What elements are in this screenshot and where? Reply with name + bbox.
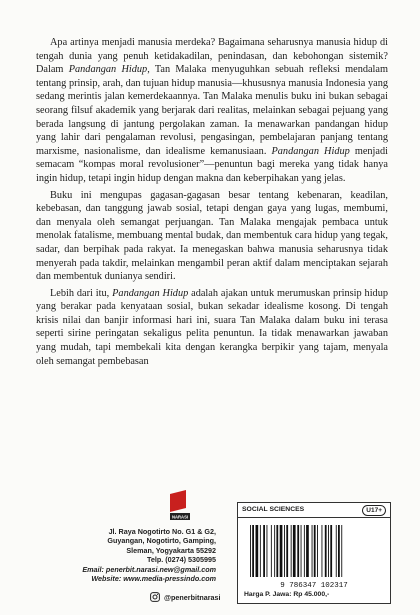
publisher-logo <box>170 490 190 520</box>
barcode-bar <box>293 525 296 577</box>
barcode-bar <box>312 525 313 577</box>
barcode-bar <box>271 525 272 577</box>
barcode-bar <box>297 525 299 577</box>
divider <box>238 517 390 518</box>
barcode-bar <box>276 525 278 577</box>
barcode-bar <box>256 525 259 577</box>
category-label: SOCIAL SCIENCES <box>242 506 305 513</box>
website: Website: www.media-pressindo.com <box>91 574 216 584</box>
price-label: Harga P. Jawa: Rp 45.000,- <box>244 591 330 598</box>
barcode-bar <box>301 525 302 577</box>
barcode-bar <box>260 525 261 577</box>
barcode-bar <box>328 525 329 577</box>
barcode-bar <box>306 525 309 577</box>
blurb-paragraph-1: Apa artinya menjadi manusia merdeka? Bagaimana seharusnya manusia hidup di tengah dunia yang penuh ketidakadilan, penindasan, dan kebohongan sistemik? Dalam Pandangan Hidup, Tan Malaka menyuguhkan sebuah refleksi mendalam tentang prinsip, arah, dan tujuan hidup manusia—khususnya manusia Indonesia yang sedang merintis jalan kemerdekaannya. Tan Malaka menulis buku ini bukan sebagai seorang filsuf akademik yang berjarak dari realitas, melainkan sebagai pejuang yang berada langsung di jantung pergolakan zaman. Ia menawarkan pandangan hidup yang lahir dari pengalaman revolusi, pengasingan, pembelajaran panjang tentang marxisme, nasionalisme, dan idealisme kemanusiaan. Pandangan Hidup menjadi semacam “kompas moral revolusioner”—penuntun bagi mereka yang tidak hanya ingin hidup, tetapi ingin hidup dengan makna dan keberpihakan yang jelas. <box>36 37 388 184</box>
address-line: Sleman, Yogyakarta 55292 <box>126 545 216 555</box>
barcode-bar <box>330 525 332 577</box>
blurb-paragraph-3: Lebih dari itu, Pandangan Hidup adalah ajakan untuk merumuskan prinsip hidup yang berakar pada kenyataan sosial, bukan sekadar idealisme kosong. Di tengah krisis nilai dan banjir informasi hari ini, suara Tan Malaka dalam buku ini terasa seperti sirine peringatan sekaligus pelita penuntun. Ia tidak menawarkan jawaban yang mudah, tapi membekali kita dengan kerangka berpikir yang tajam, menyala oleh semangat pembebasan <box>36 287 388 367</box>
blurb-paragraph-2: Buku ini mengupas gagasan-gagasan besar tentang kebenaran, keadilan, kebebasan, dan tanggung jawab sosial, tetapi dengan gaya yang lugas, membumi, dan menyala oleh semangat perjuangan. Tan Malaka mengajak pembaca untuk menolak fatalisme, membuang mental budak, dan membentuk cara hidup yang tegak, sadar, dan berpihak pada rakyat. Ia menegaskan bahwa manusia seharusnya tidak menyerah pada takdir, melainkan mengambil peran aktif dalam menciptakan sejarah dan membentuk dunianya sendiri. <box>36 189 388 283</box>
book-title-inline: Pandangan Hidup <box>271 145 350 157</box>
isbn-barcode <box>244 523 384 589</box>
social-handle-text: @penerbitnarasi <box>164 592 221 602</box>
instagram-icon <box>150 592 160 602</box>
barcode-bar <box>325 525 327 577</box>
barcode-bar <box>252 525 254 577</box>
address-line: Guyangan, Nogotirto, Gamping, <box>107 536 216 546</box>
barcode-bar <box>304 525 305 577</box>
barcode-box <box>237 502 391 604</box>
address-line: Jl. Raya Nogotirto No. G1 & G2, <box>108 527 216 536</box>
barcode-bar <box>263 525 265 577</box>
barcode-bar <box>286 525 288 577</box>
social-handle <box>150 592 221 602</box>
blurb <box>36 36 388 371</box>
barcode-bar <box>322 525 323 577</box>
publisher-logo-text: NARASI <box>171 514 189 520</box>
book-title-inline: Pandangan Hidup <box>68 64 148 76</box>
barcode-bar <box>291 525 292 577</box>
barcode-bar <box>250 525 251 577</box>
barcode-bar <box>317 525 318 577</box>
age-rating-badge: U17+ <box>362 505 386 516</box>
barcode-bar <box>341 525 342 577</box>
email: Email: penerbit.narasi.new@gmail.com <box>82 564 216 574</box>
barcode-bar <box>284 525 285 577</box>
barcode-bar <box>314 525 316 577</box>
barcode-bar <box>267 525 268 577</box>
barcode-bar <box>274 525 275 577</box>
book-title-inline: Pandangan Hidup <box>112 287 189 299</box>
isbn-digits: 9 786347 102317 <box>280 582 348 589</box>
barcode-bar <box>336 525 337 577</box>
barcode-bar <box>280 525 283 577</box>
publisher-address <box>30 527 216 583</box>
barcode-bar <box>338 525 340 577</box>
phone: Telp. (0274) 5305995 <box>147 555 216 565</box>
